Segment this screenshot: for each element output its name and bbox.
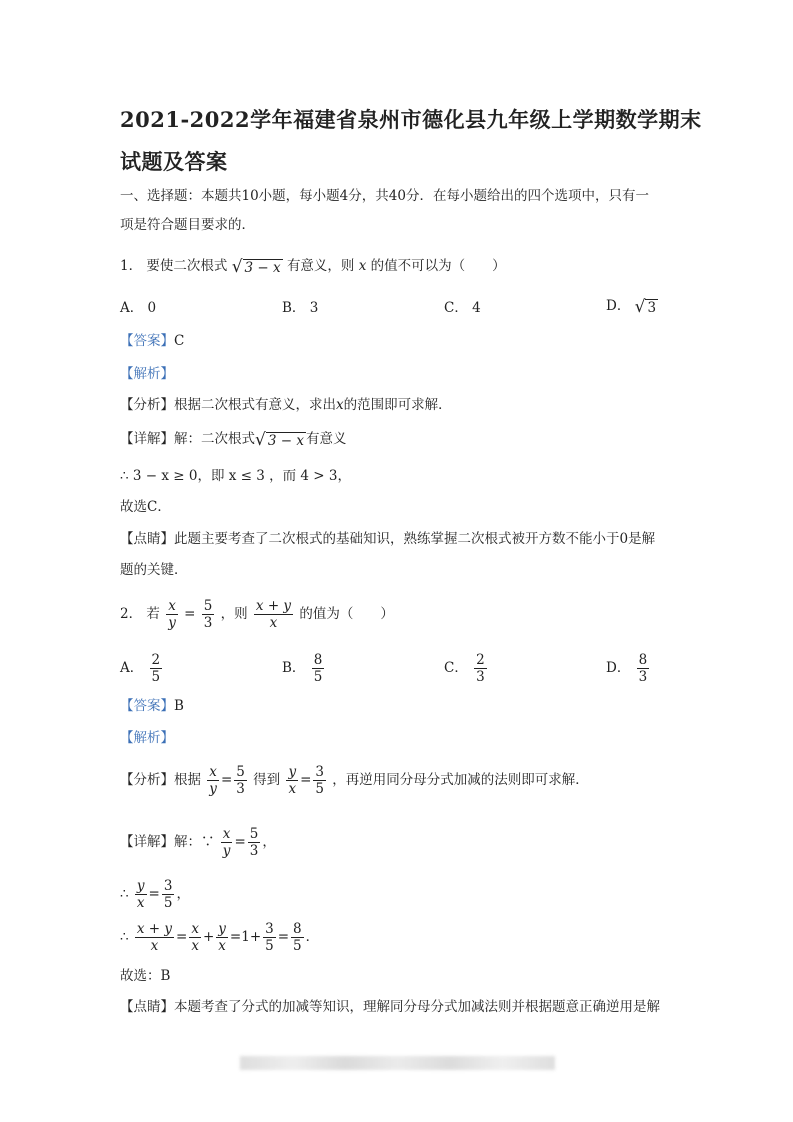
q1-xiangjie: 【详解】解：二次根式 √ 3 − x 有意义 — [120, 429, 347, 450]
blurred-footer-watermark — [240, 1056, 555, 1070]
q2-option-b: B． $\frac{8}{5}$ — [282, 652, 323, 685]
q1-dianjing-2: 题的关键． — [120, 562, 188, 578]
q1-mid: 有意义，则 — [286, 258, 355, 274]
q2-option-a: A． $\frac{2}{5}$ — [120, 652, 161, 685]
question-2: 2． 若 $\frac{x}{y}$ = $\frac{5}{3}$ ，则 $\frac{x + y}{x}$ 的值为（ ） — [120, 598, 394, 631]
q1-option-b: B． 3 — [282, 300, 319, 316]
q1-option-d: D． √ 3 — [606, 296, 657, 317]
q2-xiangjie: 【详解】解：∵ $\frac{x}{y}$ = $\frac{5}{3}$ ， — [120, 826, 276, 859]
doc-title-line1: 2021-2022学年福建省泉州市德化县九年级上学期数学期末 — [120, 107, 702, 132]
q2-analysis-tag: 【解析】 — [120, 730, 174, 746]
q1-radicand: 3 − x — [244, 259, 281, 276]
q1-dianjing-1: 【点睛】此题主要考查了二次根式的基础知识，熟练掌握二次根式被开方数不能小于0是解 — [120, 531, 656, 547]
q1-fenxi: 【分析】根据二次根式有意义，求出x的范围即可求解． — [120, 397, 452, 413]
q1-var: x — [358, 258, 367, 274]
question-1 — [120, 256, 506, 276]
section-intro-2: 项是符合题目要求的． — [120, 217, 255, 233]
doc-title-line2: 试题及答案 — [120, 149, 228, 174]
q1-option-a: A． 0 — [120, 300, 157, 316]
q1-analysis-tag: 【解析】 — [120, 366, 174, 382]
q1-option-c: C． 4 — [444, 300, 481, 316]
q2-option-d: D． $\frac{8}{3}$ — [606, 652, 648, 685]
q2-therefore-2: ∴ $\frac{x + y}{x}$ = $\frac{x}{x}$ + $\frac{y}{x}$ =1+ $\frac{3}{5}$ = $\frac{8}{5}$ ． — [120, 921, 320, 954]
q2-choice: 故选：B — [120, 968, 171, 984]
q2-option-c: C． $\frac{2}{3}$ — [444, 652, 485, 685]
q2-dianjing: 【点睛】本题考查了分式的加减等知识，理解同分母分式加减法则并根据题意正确逆用是解 — [120, 999, 660, 1015]
q2-fenxi: 【分析】根据 $\frac{x}{y}$ = $\frac{5}{3}$ 得到 $\frac{y}{x}$ = $\frac{3}{5}$ ，再逆用同分母分式加减的法则即可求解． — [120, 764, 589, 797]
q1-therefore: ∴ 3 − x ≥ 0，即 x ≤ 3 ，而 4 > 3， — [120, 468, 352, 484]
q1-pre: 要使二次根式 — [146, 258, 228, 274]
q2-answer: 【答案】B — [120, 698, 184, 714]
q1-post: 的值不可以为（ ） — [370, 258, 506, 274]
q1-radical: √ 3 − x — [231, 256, 281, 277]
section-intro-1: 一、选择题：本题共10小题，每小题4分，共40分．在每小题给出的四个选项中，只有一 — [120, 188, 649, 204]
q1-number: 1． — [120, 258, 143, 274]
q2-therefore-1: ∴ $\frac{y}{x}$ = $\frac{3}{5}$ ， — [120, 878, 190, 911]
q1-answer: 【答案】C — [120, 333, 185, 349]
q1-choice: 故选C． — [120, 499, 171, 515]
